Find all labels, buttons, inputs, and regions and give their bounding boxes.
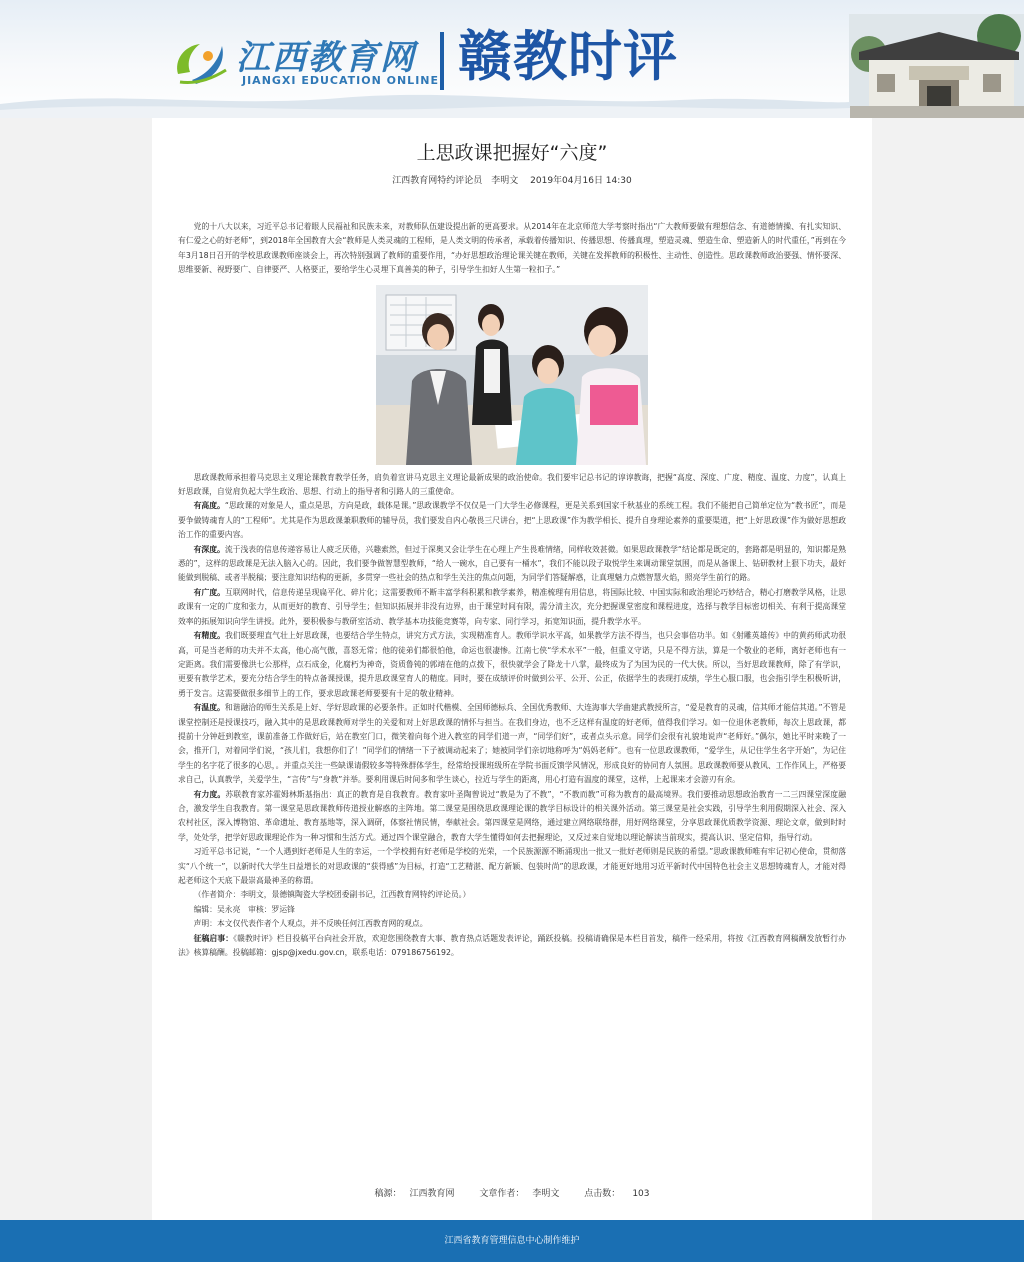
- article-date: 2019年04月16日 14:30: [530, 176, 632, 186]
- section-label: 有广度。: [193, 587, 226, 597]
- closing-paragraph: 习近平总书记说，“一个人遇到好老师是人生的幸运，一个学校拥有好老师是学校的光荣，一个民族源源不断涌现出一批又一批好老师则是民族的希望。”思政课教师唯有牢记初心使命，贯彻落实“八个统一”，以新时代大学生日益增长的对思政课的“获得感”为目标，打造“工艺精湛、配方新颖、包装时尚”的思政课，才能更好地用习近平新时代中国特色社会主义思想铸魂育人，才能对得起老师这个天底下最崇高最神圣的称谓。: [178, 847, 846, 885]
- source-value: 江西教育网: [409, 1189, 455, 1199]
- column-title: 赣教时评: [458, 25, 678, 88]
- header-banner: [0, 0, 1024, 118]
- footer: [0, 1220, 1024, 1262]
- article-source-line: [152, 1186, 872, 1199]
- section-breadth: [178, 586, 846, 629]
- section-strength: [178, 788, 846, 846]
- disclaimer: 声明：本文仅代表作者个人观点，并不反映任何江西教育网的观点。: [193, 919, 428, 929]
- section-warmth: [178, 701, 846, 787]
- section-height: [178, 499, 846, 542]
- clicks-value: 103: [632, 1189, 650, 1199]
- section-text: 和谐融洽的师生关系是上好、学好思政课的必要条件。正如时代楷模、全国师德标兵、全国优秀教师、大连海事大学曲建武教授所言，“爱是教育的灵魂，信其师才能信其道。”不管是课堂控制还是授课技巧，融入其中的是思政课教师对学生的关爱和对上好思政课的情怀与担当。在我们身边，也不乏这样有温度的好老师，值得我们学习。如一位退休老教师，每次上思政课，都提前十分钟赶到教室，课前准备工作做好后，站在教室门口，微笑着向每个进入教室的同学们道一声，“同学们好”，或者点头示意。同学们会很有礼貌地说声“老师好。”偶尔，她比平时来晚了一会，推开门，对着同学们说，“孩儿们，我想你们了！”同学们的情绪一下子被调动起来了；她被同学们亲切地称呼为“妈妈老师”。也有一位思政课教师，“爱学生，从记住学生名字开始”，为记住学生的名字花了很多的心思，。并重点关注一些缺课请假较多等特殊群体学生，经常给授课班级所在学院书面反馈学风情况，形成良好的协同育人氛围。思政课教师要从教风、工作作风上，严格要求自己，认真教学，关爱学生，“言传”与“身教”并举。要利用课后时间多和学生谈心，拉近与学生的距离，用心打造有温度的课堂，这样，上起课来才会游刃有余。: [178, 703, 847, 785]
- article-photo: [376, 285, 648, 465]
- article-body: [178, 220, 846, 960]
- section-label: 有温度。: [193, 703, 225, 713]
- section-label: 有力度。: [193, 789, 226, 799]
- paragraph-after-photo: 思政课教师承担着马克思主义理论课教育教学任务，肩负着宣讲马克思主义理论最新成果的政治使命。我们要牢记总书记的谆谆教诲，把握“高度、深度、广度、精度、温度、力度”，认真上好思政课，自觉肩负起大学生政治、思想、行动上的指导者和引路人的三重使命。: [178, 472, 846, 497]
- section-label: 有高度。: [193, 501, 225, 511]
- author-label: 文章作者：: [479, 1189, 525, 1199]
- section-label: 有深度。: [193, 544, 225, 554]
- author-note: （作者简介：李明文，景德镇陶瓷大学校团委副书记，江西教育网特约评论员。）: [193, 890, 471, 900]
- section-depth: [178, 543, 846, 586]
- article-container: [152, 118, 872, 1220]
- solicitation-label: 征稿启事：: [193, 933, 234, 943]
- site-subtitle: JIANGXI EDUCATION ONLINE: [242, 74, 440, 87]
- article-title: 上思政课把握好“六度”: [416, 142, 608, 164]
- intro-paragraph: 党的十八大以来，习近平总书记着眼人民福祉和民族未来，对教师队伍建设提出新的更高要求。从2014年在北京师范大学考察时指出“广大教师要做有理想信念、有道德情操、有扎实知识、有仁爱之心的好老师”，到2018年全国教育大会“教师是人类灵魂的工程师，是人类文明的传承者，承载着传播知识、传播思想、传播真理，塑造灵魂、塑造生命、塑造新人的时代重任，”再到在今年3月18日召开的学校思政课教师座谈会上，再次特别强调了教师的重要作用，“办好思想政治理论课关键在教师，关键在发挥教师的积极性、主动性、创造性。思政课教师政治要强、情怀要深、思维要新、视野要广、自律要严、人格要正，要给学生心灵埋下真善美的种子，引导学生扣好人生第一粒扣子。”: [178, 222, 846, 275]
- section-text: 我们既要理直气壮上好思政课，也要结合学生特点，讲究方式方法，实现精准育人。教师学识水平高，如果教学方法不得当，也只会事倍功半。如《射雕英雄传》中的黄药师武功很高，可是当老师的功夫并不太高，他心高气傲，喜怒无常；他的徒弟们都很怕他，命运也很凄惨。江南七侠“学术水平”一般，但重义守诺，只是不得方法，算是一个敬业的老师，离好老师也有一定距离。我们需要像洪七公那样，点石成金，化腐朽为神奇，资质鲁钝的郭靖在他的点拨下，很快就学会了降龙十八掌，最终成为了为国为民的一代大侠。所以，当好思政课教师，除了有学识，更要有教学艺术，要充分结合学生的特点备课授课，提升思政课堂育人的精度。同时，要在成绩评价时做到公平、公开、公正，依据学生的表现打成绩，学生心服口服，也会指引学生积极听讲，勇于发言。这需要做很多细节上的工作，要求思政课老师要要有十足的敬业精神。: [178, 631, 847, 698]
- solicitation-notice: [178, 932, 846, 961]
- section-text: 苏联教育家苏霍姆林斯基指出：真正的教育是自我教育。教育家叶圣陶曾说过“教是为了不教”，“不教而教”可称为教育的最高境界。我们要推动思想政治教育一二三四课堂深度融合，激发学生自我教育。第一课堂是思政课教师传道授业解惑的主阵地。第二课堂是围绕思政课理论课的教学目标设计的相关课外活动。第三课堂是社会实践，引导学生利用假期深入社会、深入农村社区，深入博物馆、革命遗址、教育基地等，深入调研，体察社情民情，奉献社会。第四课堂是网络，通过建立网络联络群，用好网络课堂，分享思政课优质教学资源、理论文章，做到时时学，处处学，把学好思政课理论作为一种习惯和生活方式。通过四个课堂融合，教育大学生懂得如何去把握理论，又反过来自觉地以理论解读当前现实，提高认识、坚定信仰，指导行动。: [178, 789, 846, 842]
- banner-hills-icon: [0, 78, 1024, 118]
- section-text: 互联网时代，信息传递呈现扁平化、碎片化；这需要教师不断丰富学科积累和教学素养，精准梳理有用信息，将国际比较、中国实际和政治理论巧妙结合，精心打磨教学风格，让思政课有一定的广度和张力，从而更好的教育、引导学生；但知识拓展并非没有边界，由于课堂时间有限，需分清主次，充分把握课堂密度和课程进度，选择与教学目标密切相关、有利于提高课堂效率的拓展知识向学生讲授。此外，要积极参与教研室活动、教学基本功技能竞赛等，向专家、同行学习，拓宽知识面，提升教学水平。: [178, 587, 847, 626]
- source-label: 稿源：: [374, 1189, 402, 1199]
- footer-text: 江西省教育管理信息中心制作维护: [444, 1236, 580, 1246]
- site-name[interactable]: 江西教育网: [236, 38, 416, 78]
- section-precision: [178, 629, 846, 701]
- editor-line: 编辑：吴永亮 审核：罗运锋: [193, 904, 295, 914]
- author-value: 李明文: [532, 1189, 560, 1199]
- article-byline: 江西教育网特约评论员 李明文: [392, 176, 519, 186]
- section-text: “思政课的对象是人，重点是思，方向是政，载体是课。”思政课教学不仅仅是一门大学生必修课程，更是关系到国家千秋基业的系统工程。我们不能把自己简单定位为“教书匠”，而是要争做铸魂育人的“工程师”。尤其是作为思政课兼职教师的辅导员，我们要发自内心敬畏三尺讲台，把“上思政课”作为教学相长、提升自身理论素养的重要渠道，把“上好思政课”作为做好思想政治工作的重要内容。: [178, 501, 847, 540]
- section-label: 有精度。: [193, 631, 226, 641]
- section-text: 流于浅表的信息传递容易让人疲乏厌倦，兴趣索然，但过于深奥又会让学生在心理上产生畏难情绪，同样收效甚微。如果思政课教学“结论都是既定的，套路都是明显的，知识都是熟悉的”，这样的思政课是无法入脑入心的。因此，我们要争做智慧型教师，“给人一碗水，自己要有一桶水”，我们不能以段子取悦学生来调动课堂氛围，而是从备课上、钻研教材上狠下功夫，最好能做到脱稿、或者半脱稿；要注意知识结构的更新，多贯穿一些社会的热点和学生关注的焦点问题，为同学们答疑解惑，让真理魅力点燃智慧火焰，照亮学生前行的路。: [178, 544, 847, 583]
- solicitation-text: 《赣教时评》栏目投稿平台向社会开放，欢迎您围绕教育大事、教育热点话题发表评论，踊跃投稿。投稿请确保是本栏目首发，稿件一经采用，将按《江西教育网稿酬发放暂行办法》核算稿酬。投稿邮箱：gjsp@jxedu.gov.cn，联系电话：079186756192。: [178, 933, 847, 958]
- article-meta: [152, 173, 872, 186]
- clicks-label: 点击数：: [584, 1189, 621, 1199]
